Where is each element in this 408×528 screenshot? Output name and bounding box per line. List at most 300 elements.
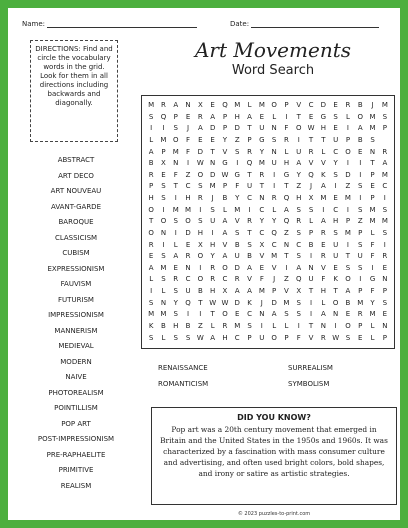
grid-letter[interactable]: L — [272, 112, 277, 121]
grid-letter[interactable]: P — [382, 287, 387, 295]
grid-letter[interactable]: T — [284, 252, 289, 261]
grid-letter[interactable]: A — [320, 182, 326, 191]
grid-letter[interactable]: D — [345, 170, 351, 179]
grid-letter[interactable]: D — [234, 263, 240, 272]
grid-letter[interactable]: B — [308, 240, 314, 249]
grid-letter[interactable]: M — [283, 298, 290, 307]
grid-letter[interactable]: R — [284, 135, 289, 144]
grid-letter[interactable]: I — [346, 240, 349, 249]
grid-letter[interactable]: I — [359, 194, 362, 202]
grid-letter[interactable]: D — [320, 101, 327, 109]
grid-letter[interactable]: W — [307, 124, 315, 133]
grid-letter[interactable]: A — [320, 217, 326, 226]
grid-letter[interactable]: S — [382, 228, 388, 237]
grid-letter[interactable]: L — [272, 205, 277, 214]
grid-letter[interactable]: E — [382, 263, 388, 272]
grid-letter[interactable]: J — [310, 182, 313, 191]
grid-letter[interactable]: P — [308, 228, 314, 237]
grid-letter[interactable]: A — [210, 112, 216, 121]
grid-letter[interactable]: C — [247, 310, 252, 319]
grid-letter[interactable]: U — [308, 275, 314, 284]
grid-letter[interactable]: S — [345, 333, 351, 342]
grid-letter[interactable]: F — [296, 333, 301, 342]
grid-letter[interactable]: A — [197, 124, 203, 133]
grid-letter[interactable]: P — [358, 321, 363, 330]
grid-letter[interactable]: Y — [235, 194, 240, 202]
grid-letter[interactable]: S — [284, 310, 289, 319]
grid-letter[interactable]: S — [296, 205, 301, 214]
grid-letter[interactable]: P — [149, 182, 154, 191]
grid-letter[interactable]: P — [382, 333, 387, 342]
grid-letter[interactable]: K — [247, 298, 252, 307]
grid-letter[interactable]: Z — [197, 321, 203, 330]
grid-letter[interactable]: F — [186, 135, 191, 144]
grid-letter[interactable]: O — [222, 263, 228, 272]
grid-letter[interactable]: R — [247, 217, 252, 226]
grid-letter[interactable]: P — [284, 101, 289, 109]
grid-letter[interactable]: Q — [295, 275, 302, 284]
grid-letter[interactable]: A — [210, 333, 216, 342]
grid-letter[interactable]: Z — [296, 182, 302, 191]
grid-letter[interactable]: Z — [357, 217, 363, 226]
grid-letter[interactable]: Q — [246, 159, 253, 168]
grid-letter[interactable]: C — [382, 182, 388, 191]
grid-letter[interactable]: E — [333, 263, 338, 272]
grid-letter[interactable]: I — [346, 124, 349, 133]
grid-letter[interactable]: M — [234, 205, 241, 214]
grid-letter[interactable]: R — [259, 170, 265, 179]
grid-letter[interactable]: M — [369, 217, 376, 226]
grid-letter[interactable]: E — [161, 170, 166, 179]
grid-letter[interactable]: A — [284, 205, 289, 214]
grid-letter[interactable]: U — [234, 252, 240, 261]
grid-letter[interactable]: S — [358, 263, 363, 272]
grid-letter[interactable]: W — [221, 298, 229, 307]
grid-letter[interactable]: L — [321, 298, 326, 307]
grid-letter[interactable]: A — [296, 263, 302, 272]
grid-letter[interactable]: R — [308, 147, 314, 156]
grid-letter[interactable]: B — [222, 194, 228, 202]
grid-letter[interactable]: M — [172, 147, 179, 156]
grid-letter[interactable]: M — [369, 310, 376, 319]
grid-letter[interactable]: B — [357, 135, 363, 144]
grid-letter[interactable]: N — [333, 310, 339, 319]
grid-letter[interactable]: D — [185, 228, 191, 237]
grid-letter[interactable]: S — [296, 298, 301, 307]
grid-letter[interactable]: L — [149, 135, 154, 144]
grid-letter[interactable]: R — [210, 275, 216, 284]
grid-letter[interactable]: D — [209, 170, 216, 179]
grid-letter[interactable]: A — [234, 287, 240, 295]
grid-letter[interactable]: N — [259, 194, 265, 202]
grid-letter[interactable]: N — [271, 124, 277, 133]
grid-letter[interactable]: U — [357, 252, 363, 261]
grid-letter[interactable]: F — [186, 147, 191, 156]
grid-letter[interactable]: T — [149, 217, 154, 226]
grid-letter[interactable]: L — [222, 205, 227, 214]
grid-letter[interactable]: R — [197, 112, 203, 121]
grid-letter[interactable]: M — [271, 252, 278, 261]
grid-letter[interactable]: I — [162, 205, 165, 214]
grid-letter[interactable]: M — [369, 124, 376, 133]
grid-letter[interactable]: S — [382, 298, 388, 307]
grid-letter[interactable]: R — [210, 263, 216, 272]
grid-letter[interactable]: S — [333, 170, 338, 179]
grid-letter[interactable]: B — [357, 101, 363, 109]
grid-letter[interactable]: M — [148, 101, 155, 109]
grid-letter[interactable]: M — [209, 182, 216, 191]
grid-letter[interactable]: W — [332, 333, 340, 342]
grid-letter[interactable]: B — [197, 287, 203, 295]
grid-letter[interactable]: C — [234, 333, 240, 342]
grid-letter[interactable]: W — [196, 159, 204, 168]
grid-letter[interactable]: T — [173, 182, 178, 191]
grid-letter[interactable]: U — [333, 135, 339, 144]
grid-letter[interactable]: A — [222, 217, 228, 226]
grid-letter[interactable]: I — [174, 194, 177, 202]
grid-letter[interactable]: F — [235, 182, 240, 191]
grid-letter[interactable]: L — [284, 321, 289, 330]
grid-letter[interactable]: I — [150, 124, 153, 133]
grid-letter[interactable]: O — [185, 217, 191, 226]
grid-letter[interactable]: T — [247, 124, 252, 133]
grid-letter[interactable]: P — [247, 333, 252, 342]
grid-letter[interactable]: C — [247, 194, 252, 202]
grid-letter[interactable]: X — [161, 159, 166, 168]
grid-letter[interactable]: P — [358, 228, 363, 237]
grid-letter[interactable]: Y — [370, 298, 375, 307]
grid-letter[interactable]: M — [148, 310, 155, 319]
grid-letter[interactable]: G — [320, 112, 327, 121]
grid-letter[interactable]: R — [234, 275, 240, 284]
grid-letter[interactable]: A — [247, 287, 252, 295]
grid-letter[interactable]: N — [259, 310, 265, 319]
grid-letter[interactable]: O — [295, 124, 302, 133]
grid-letter[interactable]: I — [199, 310, 202, 319]
grid-letter[interactable]: I — [211, 228, 214, 237]
grid-letter[interactable]: P — [370, 194, 375, 202]
grid-letter[interactable]: R — [357, 310, 363, 319]
grid-letter[interactable]: B — [161, 321, 166, 330]
grid-letter[interactable]: A — [247, 263, 252, 272]
grid-letter[interactable]: D — [234, 124, 240, 133]
grid-letter[interactable]: I — [359, 159, 362, 168]
grid-letter[interactable] — [379, 135, 391, 147]
grid-letter[interactable]: O — [332, 298, 339, 307]
grid-letter[interactable]: U — [333, 252, 339, 261]
grid-letter[interactable]: Y — [210, 252, 215, 261]
grid-letter[interactable]: P — [222, 112, 228, 121]
grid-letter[interactable]: R — [320, 333, 326, 342]
grid-letter[interactable]: R — [247, 147, 252, 156]
grid-letter[interactable]: I — [371, 263, 374, 272]
grid-letter[interactable]: M — [357, 298, 364, 307]
grid-letter[interactable]: I — [297, 135, 300, 144]
grid-letter[interactable]: C — [333, 147, 339, 156]
grid-letter[interactable]: O — [197, 275, 204, 284]
grid-letter[interactable]: T — [247, 170, 252, 179]
grid-letter[interactable]: T — [370, 159, 375, 168]
grid-letter[interactable]: A — [148, 147, 154, 156]
grid-letter[interactable]: G — [222, 159, 228, 168]
grid-letter[interactable]: O — [197, 252, 204, 261]
grid-letter[interactable]: J — [273, 275, 276, 284]
grid-letter[interactable]: K — [148, 321, 154, 330]
grid-letter[interactable]: I — [346, 159, 349, 168]
grid-letter[interactable]: J — [260, 298, 263, 307]
grid-letter[interactable]: W — [196, 333, 204, 342]
grid-letter[interactable]: S — [173, 217, 178, 226]
grid-letter[interactable]: E — [185, 240, 191, 249]
grid-letter[interactable]: S — [235, 228, 240, 237]
grid-letter[interactable]: A — [173, 101, 179, 109]
grid-letter[interactable]: V — [308, 159, 314, 168]
grid-letter[interactable]: S — [308, 205, 314, 214]
grid-letter[interactable]: Q — [283, 217, 290, 226]
grid-letter[interactable]: R — [185, 252, 191, 261]
grid-letter[interactable]: V — [247, 275, 252, 284]
grid-letter[interactable]: E — [210, 135, 215, 144]
grid-letter[interactable]: L — [272, 321, 277, 330]
grid-letter[interactable]: W — [221, 170, 229, 179]
grid-letter[interactable]: U — [259, 333, 265, 342]
grid-letter[interactable]: Y — [222, 135, 228, 144]
grid-letter[interactable]: S — [247, 240, 252, 249]
grid-letter[interactable]: I — [359, 170, 362, 179]
grid-letter[interactable]: O — [345, 321, 351, 330]
grid-letter[interactable]: S — [148, 333, 154, 342]
grid-letter[interactable]: P — [222, 182, 228, 191]
grid-letter[interactable]: S — [173, 333, 178, 342]
grid-letter[interactable]: G — [369, 275, 376, 284]
grid-letter[interactable]: A — [271, 310, 277, 319]
grid-letter[interactable]: S — [382, 112, 388, 121]
grid-letter[interactable]: N — [173, 159, 179, 168]
grid-letter[interactable]: I — [260, 321, 263, 330]
grid-letter[interactable]: H — [320, 124, 326, 133]
grid-letter[interactable]: Y — [173, 298, 178, 307]
grid-letter[interactable]: F — [321, 275, 326, 284]
grid-letter[interactable]: S — [247, 321, 252, 330]
grid-letter[interactable]: B — [247, 252, 252, 261]
grid-letter[interactable]: O — [345, 275, 351, 284]
grid-letter[interactable]: R — [148, 240, 154, 249]
grid-letter[interactable]: E — [321, 240, 326, 249]
grid-letter[interactable]: L — [370, 321, 375, 330]
grid-letter[interactable]: I — [150, 287, 153, 295]
grid-letter[interactable]: M — [172, 205, 179, 214]
grid-letter[interactable]: S — [358, 182, 363, 191]
grid-letter[interactable]: L — [370, 333, 375, 342]
grid-letter[interactable]: M — [258, 287, 265, 295]
grid-letter[interactable]: F — [370, 287, 375, 295]
grid-letter[interactable]: S — [333, 112, 338, 121]
grid-letter[interactable]: O — [148, 205, 154, 214]
grid-letter[interactable]: S — [161, 182, 166, 191]
grid-letter[interactable]: Q — [271, 228, 277, 237]
grid-letter[interactable]: V — [259, 252, 265, 261]
grid-letter[interactable]: J — [211, 194, 214, 202]
grid-letter[interactable]: X — [222, 287, 228, 295]
grid-letter[interactable]: K — [333, 275, 338, 284]
grid-letter[interactable]: T — [210, 147, 215, 156]
grid-letter[interactable]: T — [198, 298, 203, 307]
grid-letter[interactable]: T — [210, 310, 215, 319]
grid-letter[interactable]: V — [320, 159, 326, 168]
grid-letter[interactable]: Z — [234, 135, 240, 144]
grid-letter[interactable]: L — [321, 147, 326, 156]
grid-letter[interactable]: X — [308, 194, 314, 202]
grid-letter[interactable]: N — [271, 147, 277, 156]
grid-letter[interactable]: I — [248, 205, 251, 214]
grid-letter[interactable]: H — [222, 333, 228, 342]
grid-letter[interactable]: T — [296, 112, 301, 121]
grid-letter[interactable]: I — [310, 252, 313, 261]
grid-letter[interactable]: J — [187, 124, 190, 133]
grid-letter[interactable]: W — [209, 298, 217, 307]
grid-letter[interactable]: H — [173, 321, 179, 330]
grid-letter[interactable]: V — [308, 333, 314, 342]
grid-letter[interactable]: A — [148, 263, 154, 272]
grid-letter[interactable]: E — [358, 147, 363, 156]
grid-letter[interactable]: N — [308, 263, 314, 272]
grid-letter[interactable]: D — [197, 147, 204, 156]
grid-letter[interactable]: I — [346, 205, 349, 214]
grid-letter[interactable]: I — [187, 159, 190, 168]
grid-letter[interactable]: P — [222, 124, 228, 133]
grid-letter[interactable]: I — [273, 170, 276, 179]
grid-letter[interactable]: H — [333, 217, 339, 226]
grid-letter[interactable]: R — [382, 147, 388, 156]
grid-letter[interactable]: U — [333, 240, 339, 249]
grid-letter[interactable]: V — [320, 263, 326, 272]
grid-letter[interactable]: U — [271, 159, 277, 168]
grid-letter[interactable]: E — [259, 263, 265, 272]
grid-letter[interactable]: M — [258, 159, 265, 168]
grid-letter[interactable]: C — [259, 205, 265, 214]
grid-letter[interactable]: N — [160, 228, 167, 237]
grid-letter[interactable]: M — [369, 205, 376, 214]
grid-letter[interactable]: N — [185, 101, 191, 109]
grid-letter[interactable]: C — [185, 275, 191, 284]
grid-letter[interactable]: P — [358, 287, 363, 295]
grid-letter[interactable]: V — [222, 147, 228, 156]
grid-letter[interactable]: H — [210, 287, 216, 295]
grid-letter[interactable]: H — [197, 228, 203, 237]
grid-letter[interactable]: E — [358, 333, 363, 342]
grid-letter[interactable]: N — [210, 159, 216, 168]
date-field[interactable] — [230, 20, 379, 28]
grid-letter[interactable]: V — [271, 263, 277, 272]
grid-letter[interactable]: Q — [185, 298, 191, 307]
grid-letter[interactable]: O — [222, 310, 228, 319]
grid-letter[interactable]: Y — [296, 170, 301, 179]
grid-letter[interactable]: I — [334, 182, 337, 191]
grid-letter[interactable]: A — [296, 159, 302, 168]
grid-letter[interactable]: I — [285, 263, 288, 272]
grid-letter[interactable]: E — [370, 182, 375, 191]
grid-letter[interactable]: A — [222, 228, 228, 237]
grid-letter[interactable]: M — [381, 217, 388, 226]
grid-letter[interactable]: R — [222, 321, 228, 330]
grid-letter[interactable]: C — [185, 182, 191, 191]
grid-letter[interactable]: R — [296, 217, 302, 226]
grid-letter[interactable]: Y — [333, 159, 338, 168]
grid-letter[interactable]: S — [173, 124, 178, 133]
word-search-grid[interactable] — [141, 95, 395, 349]
grid-letter[interactable]: S — [173, 287, 178, 295]
grid-letter[interactable]: V — [284, 287, 289, 295]
grid-letter[interactable]: L — [284, 147, 289, 156]
grid-letter[interactable]: P — [345, 217, 351, 226]
grid-letter[interactable]: I — [285, 112, 288, 121]
grid-letter[interactable]: D — [271, 298, 277, 307]
grid-letter[interactable]: A — [357, 124, 363, 133]
grid-letter[interactable]: P — [382, 124, 387, 133]
name-field[interactable] — [22, 20, 197, 28]
grid-letter[interactable]: E — [308, 112, 314, 121]
grid-letter[interactable]: X — [296, 287, 302, 295]
grid-letter[interactable]: M — [381, 101, 388, 109]
grid-letter[interactable]: Y — [259, 147, 264, 156]
grid-letter[interactable]: Y — [272, 217, 277, 226]
grid-letter[interactable]: M — [344, 228, 351, 237]
grid-letter[interactable]: N — [382, 321, 388, 330]
grid-letter[interactable]: X — [197, 101, 203, 109]
grid-letter[interactable]: S — [161, 252, 166, 261]
grid-letter[interactable]: C — [271, 240, 277, 249]
grid-letter[interactable]: T — [259, 182, 264, 191]
grid-letter[interactable]: L — [210, 321, 215, 330]
grid-letter[interactable]: M — [234, 101, 241, 109]
grid-letter[interactable]: I — [334, 321, 337, 330]
grid-letter[interactable]: N — [320, 321, 326, 330]
grid-letter[interactable]: M — [320, 194, 327, 202]
grid-letter[interactable]: P — [161, 147, 166, 156]
grid-letter[interactable]: S — [161, 194, 166, 202]
grid-letter[interactable]: P — [247, 135, 252, 144]
grid-letter[interactable]: R — [197, 194, 203, 202]
grid-letter[interactable]: A — [173, 252, 179, 261]
grid-letter[interactable]: A — [222, 252, 228, 261]
grid-letter[interactable]: S — [235, 147, 240, 156]
grid-letter[interactable]: E — [235, 310, 240, 319]
grid-letter[interactable]: A — [345, 287, 351, 295]
grid-letter[interactable]: M — [185, 205, 192, 214]
grid-letter[interactable]: F — [173, 170, 178, 179]
grid-letter[interactable]: E — [345, 310, 351, 319]
grid-letter[interactable]: S — [161, 275, 166, 284]
grid-letter[interactable]: M — [160, 263, 167, 272]
grid-letter[interactable]: I — [162, 124, 165, 133]
grid-letter[interactable]: T — [284, 182, 289, 191]
grid-letter[interactable]: I — [187, 310, 190, 319]
grid-letter[interactable]: P — [173, 112, 178, 121]
grid-letter[interactable]: R — [345, 101, 351, 109]
grid-letter[interactable]: X — [259, 240, 265, 249]
grid-letter[interactable]: L — [345, 112, 350, 121]
grid-letter[interactable]: R — [148, 170, 154, 179]
grid-letter[interactable]: I — [174, 228, 177, 237]
grid-letter[interactable]: O — [357, 112, 363, 121]
grid-letter[interactable]: P — [272, 287, 277, 295]
grid-letter[interactable]: C — [222, 275, 228, 284]
grid-letter[interactable]: I — [236, 159, 239, 168]
grid-letter[interactable]: M — [369, 112, 376, 121]
grid-letter[interactable]: Z — [284, 275, 289, 284]
grid-letter[interactable]: O — [345, 147, 351, 156]
grid-letter[interactable]: H — [210, 240, 216, 249]
